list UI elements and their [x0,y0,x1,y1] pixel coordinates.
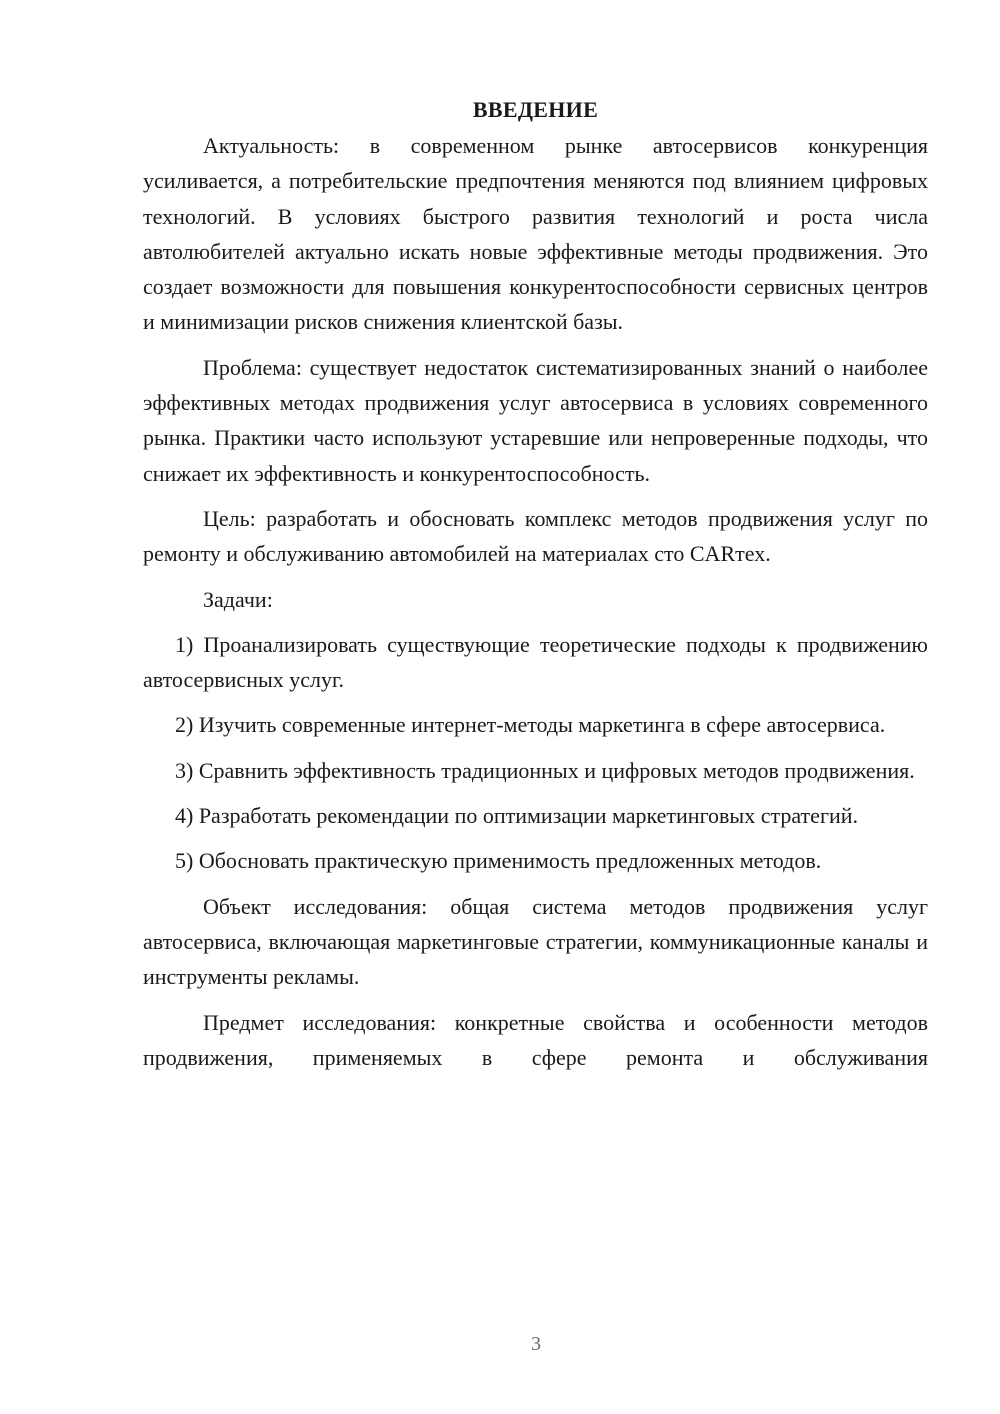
document-body [143,92,928,1085]
subject-paragraph: Предмет исследования: конкретные свойства и особенности методов продвижения, применяемых в сфере ремонта и обслуживания [143,1009,928,1070]
relevance-paragraph: Актуальность: в современном рынке автосервисов конкуренция усиливается, а потребительские предпочтения меняются под влиянием цифровых технологий. В условиях быстрого развития технологий и роста числа автолюбителей актуально искать новые эффективные методы продвижения. Это создает возможности для повышения конкурентоспособности сервисных центров и минимизации рисков снижения клиентской базы. [143,133,928,335]
problem-paragraph: Проблема: существует недостаток систематизированных знаний о наиболее эффективных методах продвижения услуг автосервиса в условиях современного рынка. Практики часто используют устаревшие или непроверенные подходы, что снижает их эффективность и конкурентоспособность. [143,354,928,486]
task-item-2: 2) Изучить современные интернет-методы маркетинга в сфере автосервиса. [175,712,886,738]
object-paragraph: Объект исследования: общая система методов продвижения услуг автосервиса, включающая маркетинговые стратегии, коммуникационные каналы и инструменты рекламы. [143,893,928,990]
goal-paragraph: Цель: разработать и обосновать комплекс методов продвижения услуг по ремонту и обслуживанию автомобилей на материалах сто CARтех. [143,505,928,567]
task-item-1: 1) Проанализировать существующие теоретические подходы к продвижению автосервисных услуг. [143,631,928,693]
tasks-heading: Задачи: [203,586,273,612]
task-item-3: 3) Сравнить эффективность традиционных и цифровых методов продвижения. [175,757,915,783]
section-title: ВВЕДЕНИЕ [472,97,599,122]
page-number: 3 [531,1333,541,1355]
task-item-4: 4) Разработать рекомендации по оптимизации маркетинговых стратегий. [175,803,859,829]
task-item-5: 5) Обосновать практическую применимость предложенных методов. [175,848,822,874]
